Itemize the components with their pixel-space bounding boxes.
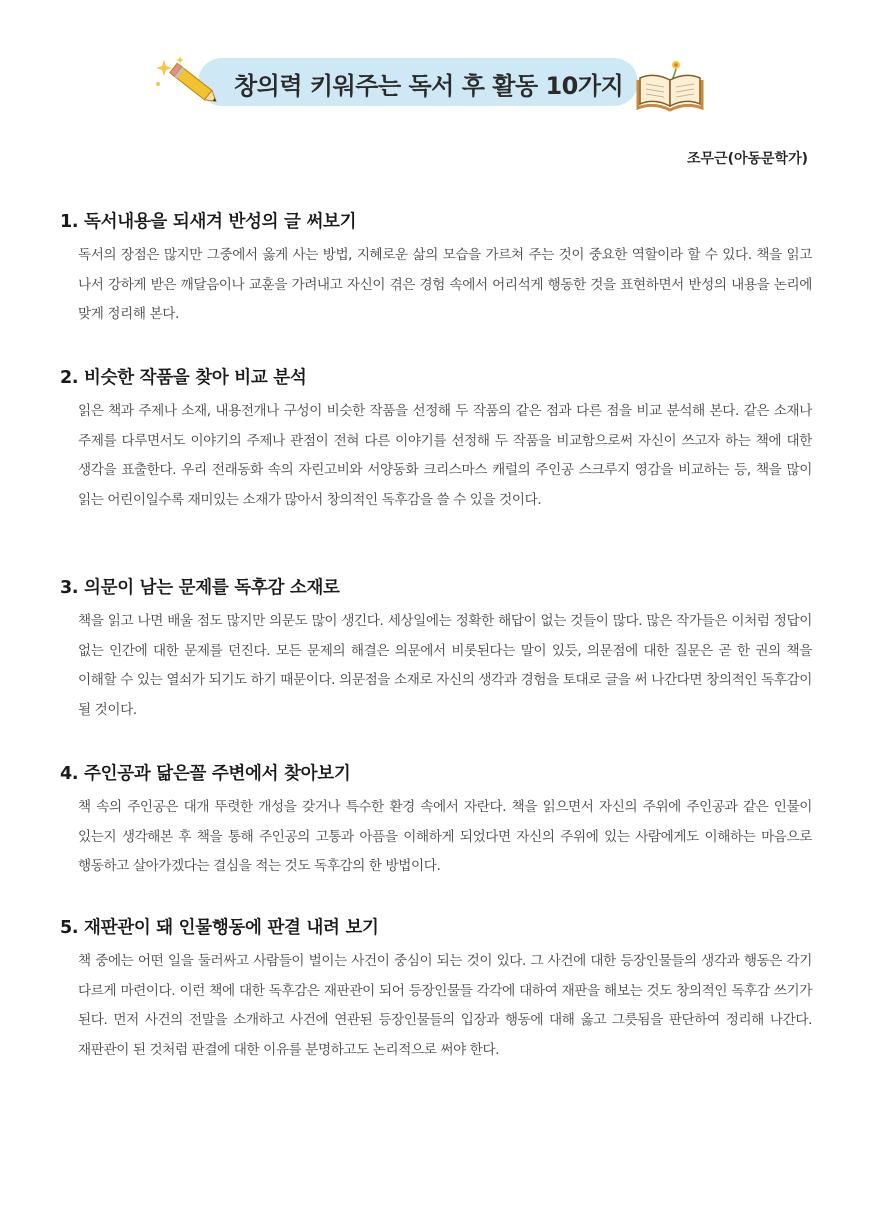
pencil-icon xyxy=(150,54,226,112)
section-title: 1. 독서내용을 되새겨 반성의 글 써보기 xyxy=(60,212,357,232)
section-4 xyxy=(60,760,812,882)
section-2 xyxy=(60,364,812,515)
section-body: 책을 읽고 나면 배울 점도 많지만 의문도 많이 생긴다. 세상일에는 정확한 해답이 없는 것들이 많다. 많은 작가들은 이처럼 정답이 없는 인간에 대한 문제를 던진다. 모든 문제의 해결은 의문에서 비롯된다는 말이 있듯, 의문점에 대한 질문은 곧 한 권의 책을 이해할 수 있는 열쇠가 되기도 하기 때문이다. 의문점을 소재로 자신의 생각과 경험을 토대로 글을 써 나간다면 창의적인 독후감이 될 것이다. xyxy=(78,613,812,718)
author-byline: 조무근(아동문학가) xyxy=(687,151,808,167)
section-body: 독서의 장점은 많지만 그중에서 옳게 사는 방법, 지혜로운 삶의 모습을 가르쳐 주는 것이 중요한 역할이라 할 수 있다. 책을 읽고 나서 강하게 받은 깨달음이나 교훈을 가려내고 자신이 겪은 경험 속에서 어리석게 행동한 것을 표현하면서 반성의 내용을 논리에 맞게 정리해 본다. xyxy=(78,247,812,322)
section-1 xyxy=(60,208,812,330)
section-body: 책 속의 주인공은 대개 뚜렷한 개성을 갖거나 특수한 환경 속에서 자란다. 책을 읽으면서 자신의 주위에 주인공과 같은 인물이 있는지 생각해본 후 책을 통해 주인공의 고통과 아픔을 이해하게 되었다면 자신의 주위에 있는 사람에게도 이해하는 마음으로 행동하고 살아가겠다는 결심을 적는 것도 독후감의 한 방법이다. xyxy=(78,799,812,874)
title-banner xyxy=(150,52,710,112)
page-title: 창의력 키워주는 독서 후 활동 10가지 xyxy=(234,72,624,100)
section-body: 읽은 책과 주제나 소재, 내용전개나 구성이 비슷한 작품을 선정해 두 작품의 같은 점과 다른 점을 비교 분석해 본다. 같은 소재나 주제를 다루면서도 이야기의 주제나 관점이 전혀 다른 이야기를 선정해 두 작품을 비교함으로써 자신이 쓰고자 하는 책에 대한 생각을 표출한다. 우리 전래동화 속의 자린고비와 서양동화 크리스마스 캐럴의 주인공 스크루지 영감을 비교하는 등, 책을 많이 읽는 어린이일수록 재미있는 소재가 많아서 창의적인 독후감을 쓸 수 있을 것이다. xyxy=(78,403,812,508)
section-title: 5. 재판관이 돼 인물행동에 판결 내려 보기 xyxy=(60,918,379,938)
section-title: 3. 의문이 남는 문제를 독후감 소재로 xyxy=(60,578,340,598)
section-5 xyxy=(60,914,812,1065)
section-body: 책 중에는 어떤 일을 둘러싸고 사람들이 벌이는 사건이 중심이 되는 것이 있다. 그 사건에 대한 등장인물들의 생각과 행동은 각기 다르게 마련이다. 이런 책에 대한 독후감은 재판관이 되어 등장인물들 각각에 대하여 재판을 해보는 것도 창의적인 독후감 쓰기가 된다. 먼저 사건의 전말을 소개하고 사건에 연관된 등장인물들의 입장과 행동에 대해 옳고 그릇됨을 판단하여 정리해 나간다. 재판관이 된 것처럼 판결에 대한 이유를 분명하고도 논리적으로 써야 한다. xyxy=(78,953,812,1058)
section-title: 2. 비슷한 작품을 찾아 비교 분석 xyxy=(60,368,307,388)
section-title: 4. 주인공과 닮은꼴 주변에서 찾아보기 xyxy=(60,764,351,784)
open-book-icon xyxy=(636,56,706,112)
section-3 xyxy=(60,574,812,725)
